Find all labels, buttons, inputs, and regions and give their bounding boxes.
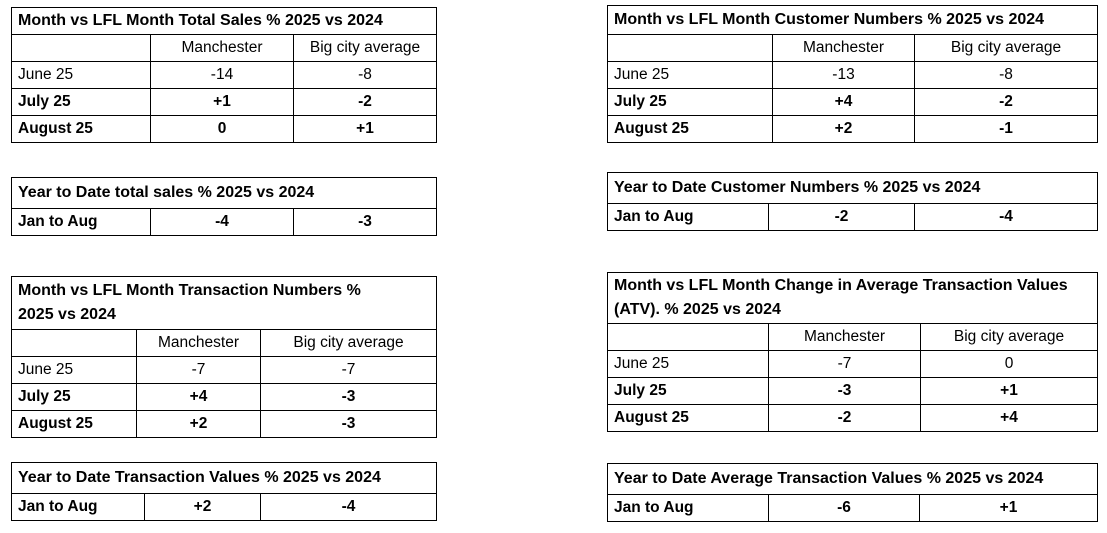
table-title: Month vs LFL Month Transaction Numbers % 2025 vs 2024 — [12, 277, 437, 330]
column-header-big-city: Big city average — [921, 324, 1098, 351]
big-city-value: -2 — [294, 89, 437, 116]
big-city-value: +1 — [921, 378, 1098, 405]
manchester-value: -14 — [151, 62, 294, 89]
table-title: Year to Date Transaction Values % 2025 vs 2024 — [12, 463, 437, 494]
big-city-value: -8 — [294, 62, 437, 89]
ytd-sales-table — [11, 177, 437, 236]
table-row — [12, 116, 437, 143]
row-label: June 25 — [608, 351, 769, 378]
header-blank-cell — [12, 35, 151, 62]
big-city-value: -2 — [915, 89, 1098, 116]
big-city-value: +1 — [294, 116, 437, 143]
row-label: July 25 — [12, 384, 137, 411]
table-row — [608, 116, 1098, 143]
table-row — [12, 62, 437, 89]
table-row — [12, 357, 437, 384]
table-title: Year to Date total sales % 2025 vs 2024 — [12, 178, 437, 209]
table-row — [12, 209, 437, 236]
row-label: Jan to Aug — [12, 494, 145, 521]
customer-numbers-table — [607, 5, 1098, 143]
big-city-value: +1 — [920, 495, 1098, 522]
row-label: Jan to Aug — [12, 209, 151, 236]
transaction-numbers-table — [11, 276, 437, 438]
manchester-value: -2 — [769, 405, 921, 432]
row-label: June 25 — [12, 62, 151, 89]
manchester-value: -3 — [769, 378, 921, 405]
manchester-value: -7 — [137, 357, 261, 384]
big-city-value: -3 — [261, 384, 437, 411]
ytd-customers-table — [607, 172, 1098, 231]
table-row — [12, 384, 437, 411]
ytd-atv-table — [607, 463, 1098, 522]
manchester-value: +2 — [773, 116, 915, 143]
manchester-value: 0 — [151, 116, 294, 143]
table-row — [608, 378, 1098, 405]
row-label: Jan to Aug — [608, 495, 769, 522]
manchester-value: +4 — [137, 384, 261, 411]
column-header-big-city: Big city average — [915, 35, 1098, 62]
row-label: June 25 — [12, 357, 137, 384]
big-city-value: -8 — [915, 62, 1098, 89]
ytd-transaction-table — [11, 462, 437, 521]
column-header-manchester: Manchester — [773, 35, 915, 62]
manchester-value: -4 — [151, 209, 294, 236]
column-header-manchester: Manchester — [137, 330, 261, 357]
table-row — [12, 89, 437, 116]
atv-table — [607, 272, 1098, 432]
column-header-big-city: Big city average — [294, 35, 437, 62]
row-label: Jan to Aug — [608, 204, 769, 231]
header-blank-cell — [608, 35, 773, 62]
table-row — [608, 62, 1098, 89]
column-header-manchester: Manchester — [769, 324, 921, 351]
header-blank-cell — [608, 324, 769, 351]
table-title: Year to Date Customer Numbers % 2025 vs 2024 — [608, 173, 1098, 204]
manchester-value: +4 — [773, 89, 915, 116]
manchester-value: -13 — [773, 62, 915, 89]
row-label: August 25 — [608, 405, 769, 432]
table-row — [608, 351, 1098, 378]
big-city-value: 0 — [921, 351, 1098, 378]
table-title: Month vs LFL Month Total Sales % 2025 vs 2024 — [12, 8, 437, 35]
big-city-value: -1 — [915, 116, 1098, 143]
column-header-manchester: Manchester — [151, 35, 294, 62]
row-label: June 25 — [608, 62, 773, 89]
row-label: August 25 — [608, 116, 773, 143]
row-label: August 25 — [12, 411, 137, 438]
manchester-value: +2 — [145, 494, 261, 521]
table-row — [608, 204, 1098, 231]
big-city-value: -7 — [261, 357, 437, 384]
big-city-value: +4 — [921, 405, 1098, 432]
manchester-value: -6 — [769, 495, 920, 522]
table-row — [608, 495, 1098, 522]
row-label: July 25 — [608, 378, 769, 405]
big-city-value: -4 — [915, 204, 1098, 231]
table-title: Month vs LFL Month Change in Average Transaction Values (ATV). % 2025 vs 2024 — [608, 273, 1098, 324]
manchester-value: +2 — [137, 411, 261, 438]
table-title: Month vs LFL Month Customer Numbers % 2025 vs 2024 — [608, 6, 1098, 35]
big-city-value: -4 — [261, 494, 437, 521]
table-row — [12, 494, 437, 521]
manchester-value: +1 — [151, 89, 294, 116]
total-sales-table — [11, 7, 437, 143]
header-blank-cell — [12, 330, 137, 357]
manchester-value: -2 — [769, 204, 915, 231]
row-label: August 25 — [12, 116, 151, 143]
table-row — [608, 405, 1098, 432]
manchester-value: -7 — [769, 351, 921, 378]
big-city-value: -3 — [261, 411, 437, 438]
row-label: July 25 — [608, 89, 773, 116]
column-header-big-city: Big city average — [261, 330, 437, 357]
table-row — [608, 89, 1098, 116]
row-label: July 25 — [12, 89, 151, 116]
table-row — [12, 411, 437, 438]
table-title: Year to Date Average Transaction Values % 2025 vs 2024 — [608, 464, 1098, 495]
big-city-value: -3 — [294, 209, 437, 236]
